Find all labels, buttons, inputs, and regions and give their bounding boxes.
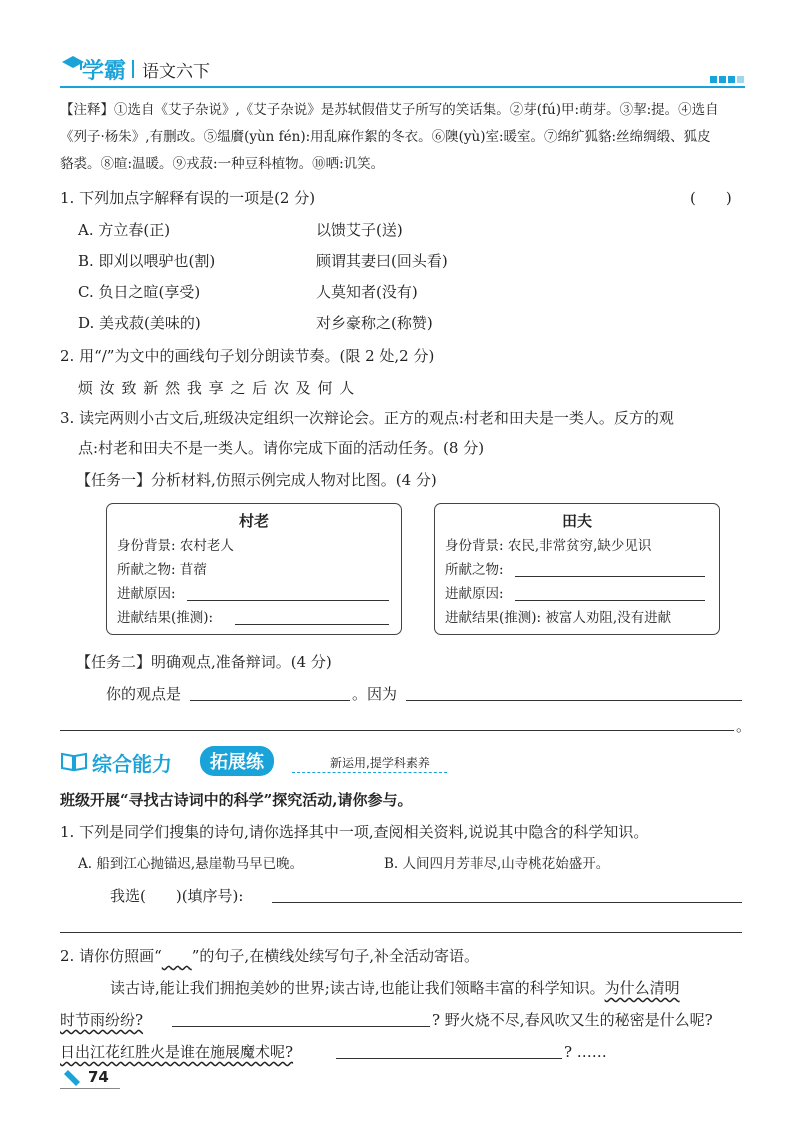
activity-q2-para-2 [60,1010,143,1030]
tagline-underline [292,772,447,773]
wavy-sample [162,947,192,965]
q1-option-b-left: B. 即刈以喂驴也(割) [78,252,216,270]
activity-q2-stem-a: 2. 请你仿照画“ [60,947,162,965]
q2-stem: 2. 用“/”为文中的画线句子划分朗读节奏。(限 2 处,2 分) [60,347,435,365]
comparison-box-tianfu [434,503,720,635]
q1-option-a-left: A. 方立春(正) [78,221,171,239]
activity-q1-blank[interactable] [272,886,742,903]
comparison-box-cunlao [106,503,402,635]
box-right-row-2: 所献之物: [445,562,504,578]
q3-task1: 【任务一】分析材料,仿照示例完成人物对比图。(4 分) [76,471,437,489]
pencil-icon [62,1066,84,1088]
section-pill: 拓展练 [200,746,274,776]
header [60,50,750,90]
box-left-reason-blank[interactable] [187,584,389,601]
view-blank[interactable] [190,684,350,701]
box-right-row-4: 进献结果(推测): 被富人劝阻,没有进献 [445,610,672,626]
because-period: 。 [736,717,752,735]
activity-q1-select: 我选( )(填序号): [110,887,244,905]
because-blank[interactable] [406,684,742,701]
q1-option-d-left: D. 美戎菽(美味的) [78,314,201,332]
box-left-row-3: 进献原因: [117,586,176,602]
activity-q2-p3-end: ? …… [564,1043,607,1061]
q1-option-b-right: 顾谓其妻曰(回头看) [316,252,448,270]
box-right-gift-blank[interactable] [515,560,705,577]
activity-q2-p1-text: 读古诗,能让我们拥抱美妙的世界;读古诗,也能让我们领略丰富的科学知识。 [110,979,605,997]
subject-title: 语文六下 [142,62,210,82]
logo-text: 学霸 [82,59,127,84]
activity-q2-stem [60,946,479,966]
q3-stem-1: 3. 读完两则小古文后,班级决定组织一次辩论会。正方的观点:村老和田夫是一类人。反方的观 [60,409,674,427]
activity-q1-b: B. 人间四月芳菲尽,山寺桃花始盛开。 [384,856,610,872]
box-left-row-2: 所献之物: 苜蓿 [117,562,207,578]
notes-line-1: 【注释】①选自《艾子杂说》,《艾子杂说》是苏轼假借艾子所写的笑话集。②芽(fú)甲:萌芽。③挈:提。④选自 [60,102,719,118]
q1-option-c-left: C. 负日之暄(享受) [78,283,201,301]
q1-answer-paren[interactable]: ( ) [690,189,732,207]
activity-q2-p3-wavy: 日出江花红胜火是谁在施展魔术呢? [60,1043,294,1061]
q1-option-d-right: 对乡豪称之(称赞) [316,314,433,332]
box-left-row-1: 身份背景: 农村老人 [117,538,234,554]
logo-divider [132,60,134,78]
because-blank-line-2[interactable] [60,714,734,731]
activity-q2-para-3 [60,1042,293,1062]
view-label: 你的观点是 [106,685,182,703]
activity-q2-blank-2[interactable] [336,1042,562,1059]
box-title-cunlao: 村老 [238,512,269,530]
footer-rule [60,1088,120,1089]
box-left-row-4: 进献结果(推测): [117,610,214,626]
header-rule [60,86,745,88]
q3-task2: 【任务二】明确观点,准备辩词。(4 分) [76,653,332,671]
notes-line-3: 貉裘。⑧暄:温暖。⑨戎菽:一种豆科植物。⑩哂:讥笑。 [60,156,385,172]
notes-line-2: 《列子·杨朱》,有删改。⑤缊黂(yùn fén):用乱麻作絮的冬衣。⑥隩(yù)室:暖室。⑦绵纩狐貉:丝绵绸缎、狐皮 [60,129,711,145]
q2-sentence: 烦 汝 致 新 然 我 享 之 后 次 及 何 人 [78,379,356,397]
section-header [60,744,460,780]
activity-q2-p2-wavy: 时节雨纷纷? [60,1011,144,1029]
activity-q2-p1-wavy: 为什么清明 [604,979,680,997]
box-right-reason-blank[interactable] [515,584,705,601]
activity-q2-para-1 [110,978,680,998]
header-squares [710,68,744,87]
activity-intro: 班级开展“寻找古诗词中的科学”探究活动,请你参与。 [60,791,413,809]
q3-stem-2: 点:村老和田夫不是一类人。请你完成下面的活动任务。(8 分) [78,439,485,457]
activity-q2-stem-b: ”的句子,在横线处续写句子,补全活动寄语。 [191,947,479,965]
q1-option-c-right: 人莫知者(没有) [316,283,418,301]
box-left-result-blank[interactable] [235,608,389,625]
section-title: 综合能力 [92,752,172,776]
page-number: 74 [88,1068,109,1086]
activity-q2-blank-1[interactable] [172,1010,430,1027]
box-right-row-1: 身份背景: 农民,非常贫穷,缺少见识 [445,538,652,554]
q1-stem: 1. 下列加点字解释有误的一项是(2 分) [60,189,316,207]
because-label: 。因为 [352,685,398,703]
section-tagline: 新运用,提学科素养 [330,756,430,770]
activity-q1-blank-line-2[interactable] [60,916,742,933]
open-book-icon [60,750,88,772]
activity-q1-stem: 1. 下列是同学们搜集的诗句,请你选择其中一项,查阅相关资料,说说其中隐含的科学知识。 [60,823,649,841]
activity-q2-p2-mid: ? 野火烧不尽,春风吹又生的秘密是什么呢? [432,1011,713,1029]
activity-q1-a: A. 船到江心抛锚迟,悬崖勒马早已晚。 [78,856,304,872]
q1-option-a-right: 以馈艾子(送) [316,221,403,239]
box-title-tianfu: 田夫 [561,512,592,530]
box-right-row-3: 进献原因: [445,586,504,602]
